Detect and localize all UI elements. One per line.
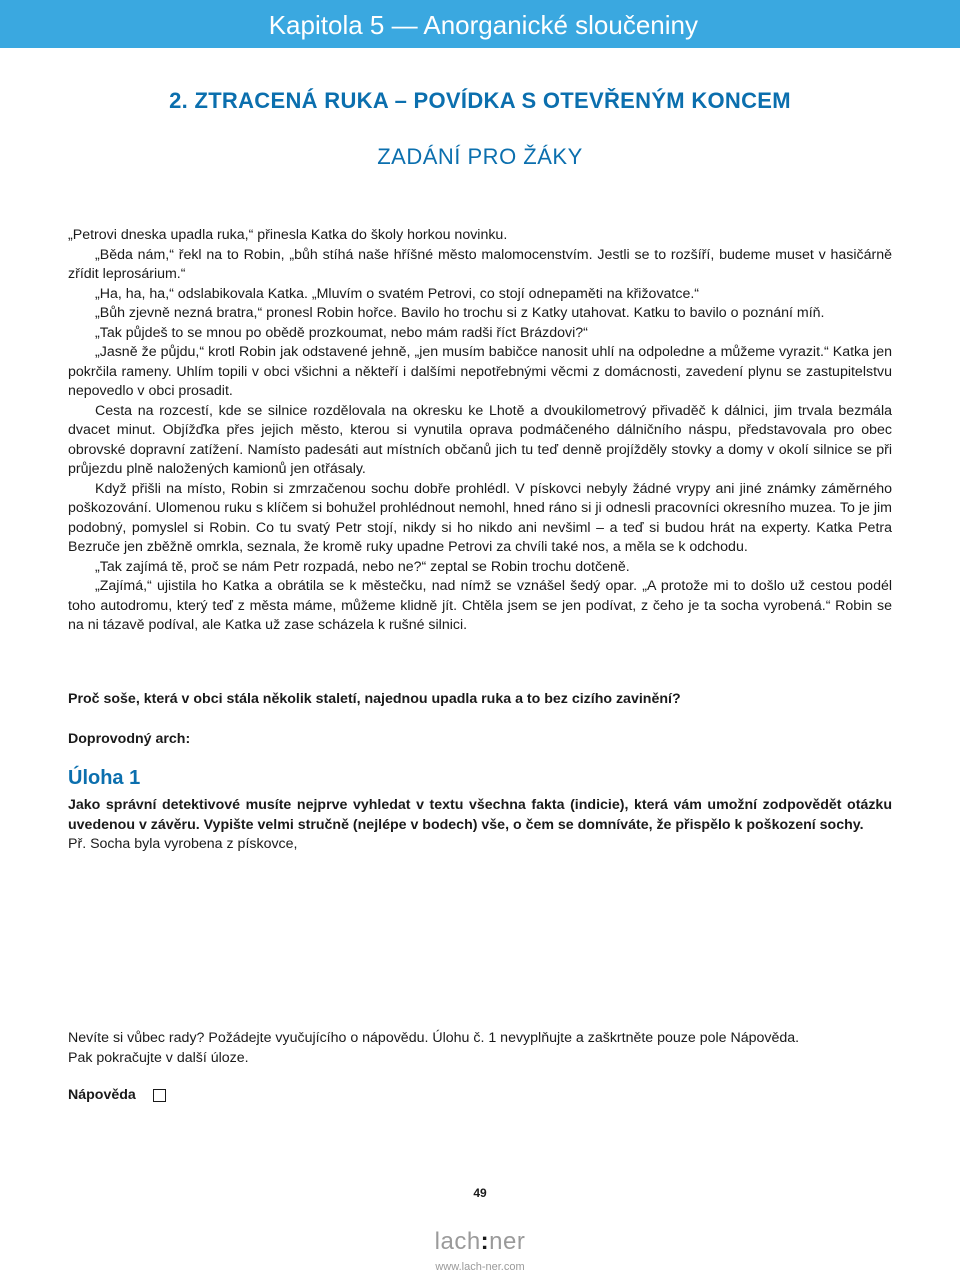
page-number: 49 — [473, 1186, 487, 1200]
story-paragraph: „Petrovi dneska upadla ruka,“ přinesla Katka do školy horkou novinku. — [68, 227, 508, 243]
section-subtitle: ZADÁNÍ PRO ŽÁKY — [377, 144, 583, 169]
story-paragraph: „Tak půjdeš to se mnou po obědě prozkoumat, nebo mám radši říct Brázdovi?“ — [95, 324, 588, 341]
publisher-logo — [0, 1228, 960, 1256]
story-paragraph: Cesta na rozcestí, kde se silnice rozdělovala na okresku ke Lhotě a dvoukilometrový přivaděč k dálnici, jim trvala bezmála dvacet minut. Objížďka přes jejich město, kterou si vynutila oprava podmáčeného dálničního náspu, představovala pro obec obrovské dopravní zatížení. Namísto padesáti aut místních občanů jich tu teď denně projížděly stovky a domy v okolí silnice se při průjezdu plně naložených kamionů jen otřásaly. — [68, 402, 892, 477]
chapter-header-bar — [0, 0, 960, 48]
worksheet-label: Doprovodný arch: — [68, 731, 191, 747]
logo-text-right: ner — [489, 1228, 526, 1255]
hint-label: Nápověda — [68, 1087, 136, 1103]
hint-checkbox[interactable] — [153, 1089, 166, 1102]
task-example: Př. Socha byla vyrobena z pískovce, — [68, 836, 298, 852]
story-paragraph: „Běda nám,“ řekl na to Robin, „bůh stíhá naše hříšné město malomocenstvím. Jestli se to rozšíří, budeme muset v hasičárně zřídit leprosárium.“ — [68, 246, 892, 282]
task-body — [68, 796, 892, 855]
story-paragraph: „Bůh zjevně nezná bratra,“ pronesl Robin hořce. Bavilo ho trochu si z Katky utahovat. Katku to bavilo o poznání míň. — [95, 305, 825, 321]
story-paragraph: „Tak zajímá tě, proč se nám Petr rozpadá, nebo ne?“ zeptal se Robin trochu dotčeně. — [95, 558, 630, 575]
help-line: Nevíte si vůbec rady? Požádejte vyučujícího o nápovědu. Úlohu č. 1 nevyplňujte a zaškrtněte pouze pole Nápověda. — [68, 1030, 800, 1046]
logo-colon: : — [480, 1228, 490, 1255]
story-paragraph: „Zajímá,“ ujistila ho Katka a obrátila se k městečku, nad nímž se vznášel šedý opar. „A protože mi to došlo už cestou podél toho autodromu, který teď z města máme, můžeme klidně jít. Chtěla jsem se jen podívat, z čeho je ta socha vyrobená.“ Robin se na ni tázavě podíval, ale Katka už zase scházela k rušné silnici. — [68, 578, 892, 633]
publisher-website: www.lach-ner.com — [435, 1261, 525, 1273]
story-paragraph: „Ha, ha, ha,“ odslabikovala Katka. „Mluvím o svatém Petrovi, co stojí odnepaměti na křižovatce.“ — [95, 285, 700, 302]
story-paragraph: „Jasně že půjdu,“ krotl Robin jak odstavené jehně, „jen musím babičce nanosit uhlí na odpoledne a můžeme vyrazit.“ Katka jen pokrčila rameny. Uhlím topili v obci všichni a někteří i dalšími nepotřebnými věcmi z domácnosti, zavedení plynu se zastupitelstvu nepovedlo v obci prosadit. — [68, 344, 892, 399]
hint-row — [68, 1087, 166, 1103]
help-line: Pak pokračujte v další úloze. — [68, 1049, 249, 1066]
story-question: Proč soše, která v obci stála několik staletí, najednou upadla ruka a to bez cizího zavinění? — [68, 691, 681, 707]
logo-text-left: lach — [434, 1228, 481, 1255]
chapter-title: Kapitola 5 — Anorganické sloučeniny — [268, 10, 698, 40]
task-title: Úloha 1 — [68, 767, 141, 789]
story-paragraph: Když přišli na místo, Robin si zmrzačenou sochu dobře prohlédl. V pískovci nebyly žádné vrypy ani jiné známky záměrného poškozování. Ulomenou ruku s klíčem si bohužel prohlédnout nemohl, hned ráno si ji odnesli pracovníci okresního muzea. To je jim podobný, pomyslel si Robin. Co tu svatý Petr stojí, nikdy si ho nikdo ani nevšiml – a teď si budou hrát na experty. Katka Petra Bezruče jen zběžně omrkla, seznala, že kromě ruky upadne Petrovi za chvíli také nos, a měla se k odchodu. — [68, 480, 892, 555]
story-text — [68, 226, 892, 636]
task-instruction: Jako správní detektivové musíte nejprve vyhledat v textu všechna fakta (indicie), která vám umožní zodpovědět otázku uvedenou v závěru. Vypište velmi stručně (nejlépe v bodech) vše, o čem se domníváte, že přispělo k poškození sochy. — [68, 797, 892, 833]
section-title: 2. ZTRACENÁ RUKA – POVÍDKA S OTEVŘENÝM KONCEM — [169, 88, 791, 113]
help-text — [68, 1029, 892, 1068]
